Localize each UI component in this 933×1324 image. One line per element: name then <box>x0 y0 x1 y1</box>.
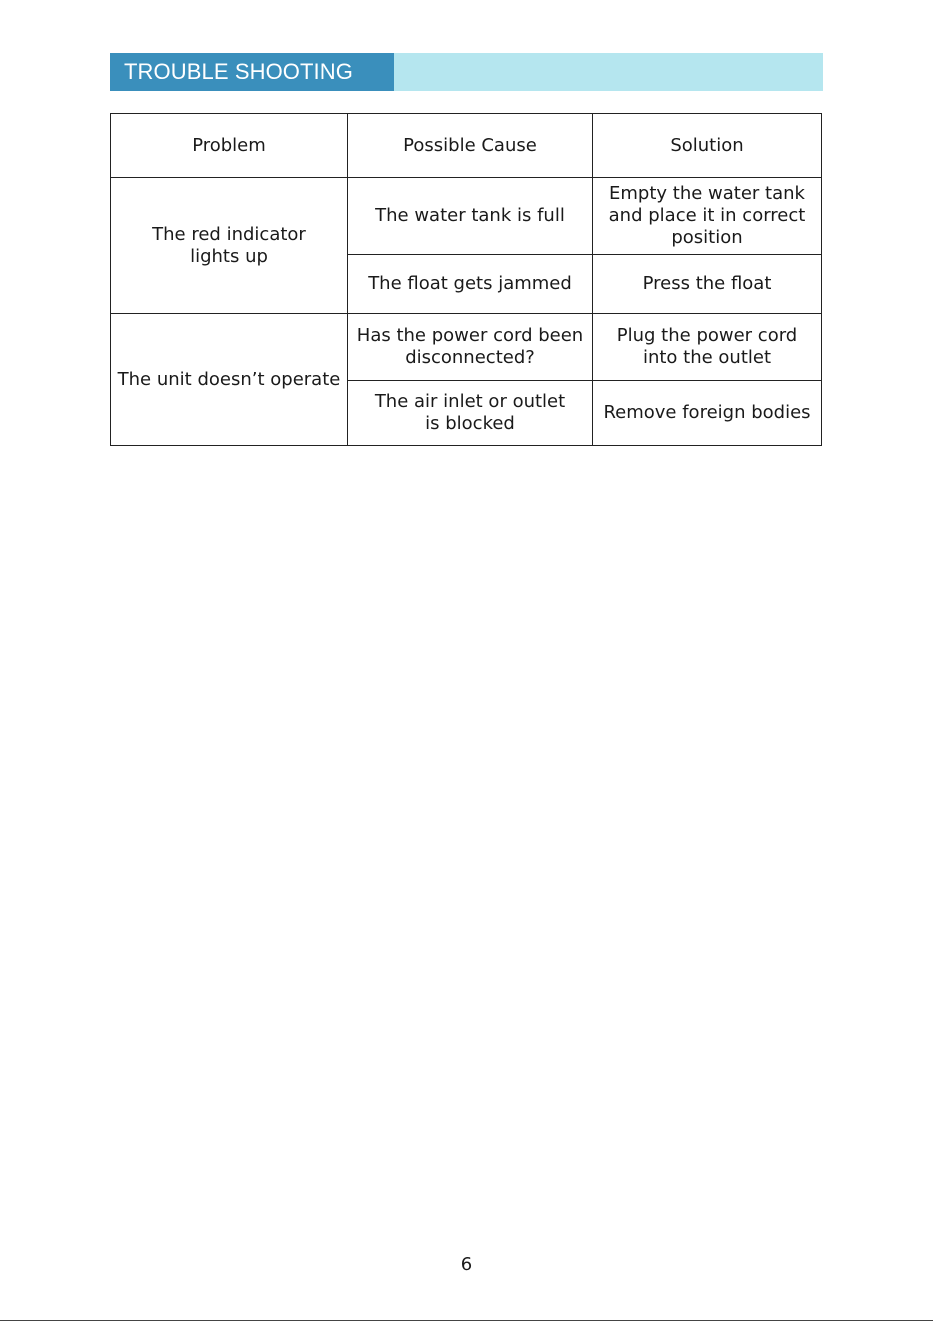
header-solution: Solution <box>593 114 822 178</box>
problem-cell: The red indicator lights up <box>111 178 348 314</box>
troubleshooting-table <box>110 113 822 446</box>
section-header-bar <box>110 53 823 91</box>
bottom-divider <box>0 1320 933 1321</box>
header-problem: Problem <box>111 114 348 178</box>
cause-cell: The float gets jammed <box>348 255 593 314</box>
section-title: TROUBLE SHOOTING <box>110 53 394 91</box>
solution-cell: Plug the power cord into the outlet <box>593 314 822 381</box>
cause-cell: The air inlet or outlet is blocked <box>348 381 593 446</box>
solution-cell: Empty the water tank and place it in correct position <box>593 178 822 255</box>
table-row <box>111 314 822 381</box>
cause-cell: The water tank is full <box>348 178 593 255</box>
header-possible-cause: Possible Cause <box>348 114 593 178</box>
table-header-row <box>111 114 822 178</box>
cause-cell: Has the power cord been disconnected? <box>348 314 593 381</box>
table-row <box>111 178 822 255</box>
solution-cell: Remove foreign bodies <box>593 381 822 446</box>
page-number: 6 <box>460 1254 473 1275</box>
problem-cell: The unit doesn’t operate <box>111 314 348 446</box>
solution-cell: Press the float <box>593 255 822 314</box>
